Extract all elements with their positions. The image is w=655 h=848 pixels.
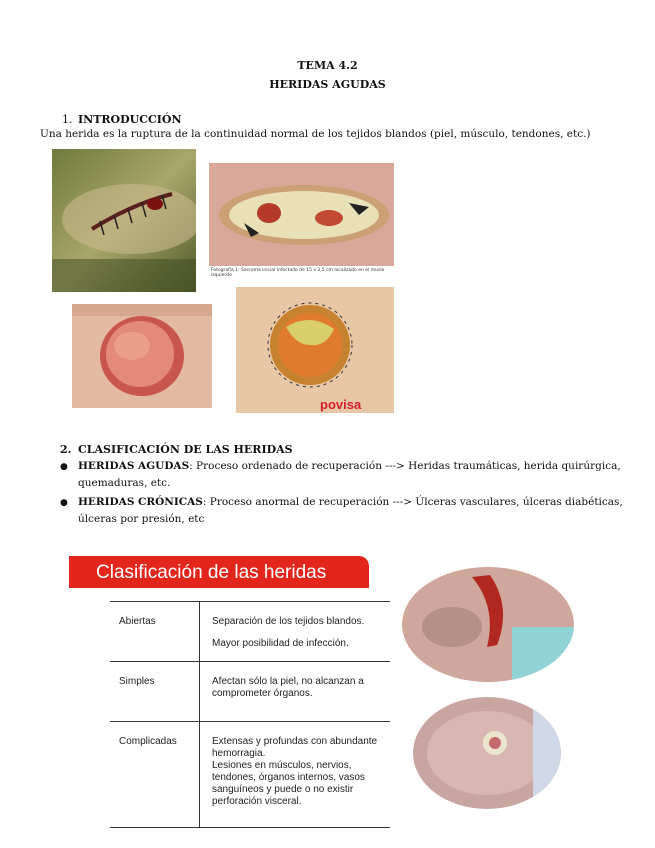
slide-banner: Clasificación de las heridas (69, 556, 369, 588)
povisa-logo: povisa (320, 397, 362, 412)
bullet-acute: HERIDAS AGUDAS: Proceso ordenado de recuperación ---> Heridas traumáticas, herida quirúrgica, quemaduras, etc. (78, 460, 621, 489)
row-type: Complicadas (110, 722, 200, 828)
document-subtitle: HERIDAS AGUDAS (269, 78, 386, 91)
row-description: Separación de los tejidos blandos. Mayor posibilidad de infección. (200, 602, 391, 662)
section-2-heading: CLASIFICACIÓN DE LAS HERIDAS (78, 443, 293, 456)
row-type: Abiertas (110, 602, 200, 662)
row-description: Extensas y profundas con abundante hemorragia. Lesiones en músculos, nervios, tendones, órganos internos, vasos sanguíneos y puede o no existir perforación visceral. (200, 722, 391, 828)
section-1-heading: INTRODUCCIÓN (78, 113, 182, 126)
row-description: Afectan sólo la piel, no alcanzan a comprometer órganos. (200, 662, 391, 722)
wound-photo-4 (236, 287, 394, 413)
section-1-number: 1. (62, 113, 73, 126)
wound-photo-1 (52, 149, 196, 292)
row-type: Simples (110, 662, 200, 722)
wound-photo-3 (72, 304, 212, 408)
wound-photo-2 (209, 163, 394, 266)
table-row (110, 602, 390, 662)
bullet-icon: ● (60, 462, 68, 472)
intro-paragraph: Una herida es la ruptura de la continuidad normal de los tejidos blandos (piel, músculo, tendones, etc.) (40, 128, 591, 140)
table-row (110, 722, 390, 828)
classification-table (110, 601, 390, 828)
photo-2-caption: Fotografía 1: Sarcoma inicial infectado de 15 x 2,5 cm localizado en el muslo izquierdo (211, 268, 385, 278)
section-2-number: 2. (60, 443, 72, 456)
wound-photo-5 (402, 567, 574, 682)
bullet-chronic: HERIDAS CRÓNICAS: Proceso anormal de recuperación ---> Úlceras vasculares, úlceras diabéticas, úlceras por presión, etc (78, 496, 623, 525)
wound-photo-6 (413, 697, 561, 809)
bullet-icon: ● (60, 498, 68, 508)
table-row (110, 662, 390, 722)
document-title: TEMA 4.2 (297, 59, 358, 72)
